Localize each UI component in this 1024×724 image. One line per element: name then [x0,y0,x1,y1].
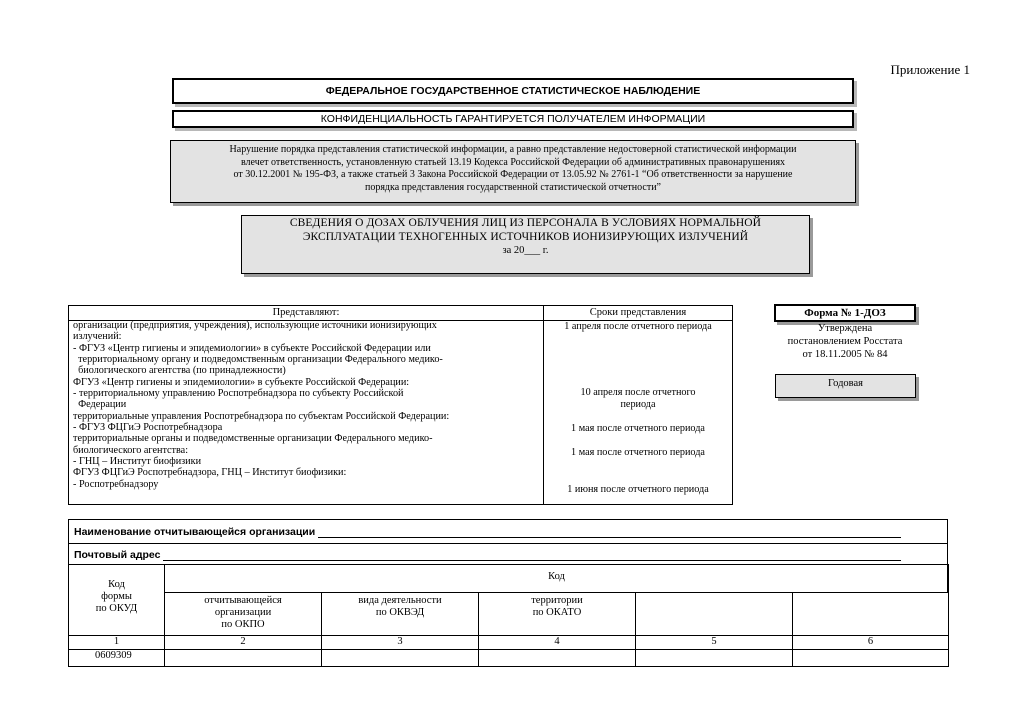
approval-line: Утверждена [817,323,873,334]
okato-code-field[interactable] [479,650,636,666]
okved-header [322,593,479,636]
submitter-line: территориальные органы и подведомственные организации Федерального медико- [73,433,433,445]
submitter-line: Федерации [73,399,127,411]
confidentiality-text: КОНФИДЕНЦИАЛЬНОСТЬ ГАРАНТИРУЕТСЯ ПОЛУЧАТЕЛЕМ ИНФОРМАЦИИ [320,113,706,125]
report-title-line: СВЕДЕНИЯ О ДОЗАХ ОБЛУЧЕНИЯ ЛИЦ ИЗ ПЕРСОНАЛА В УСЛОВИЯХ НОРМАЛЬНОЙ [289,217,762,229]
deadline-item: 1 мая после отчетного периода [571,447,705,458]
report-title-box [241,215,810,274]
okpo-header-line: отчитывающейся [204,595,282,606]
deadlines-header: Сроки представления [543,305,733,321]
okud-header-line: формы [101,591,132,602]
okud-header [69,565,165,636]
reporting-period: Годовая [775,374,916,398]
empty-header-6 [793,593,948,636]
appendix-label: Приложение 1 [890,62,970,77]
survey-title-text: ФЕДЕРАЛЬНОЕ ГОСУДАРСТВЕННОЕ СТАТИСТИЧЕСКОЕ НАБЛЮДЕНИЕ [325,85,701,97]
deadline-item: 1 мая после отчетного периода [571,423,705,434]
okpo-header [165,593,322,636]
submitter-line: территориальные управления Роспотребнадзора по субъектам Российской Федерации: [73,410,450,422]
column-number: 5 [636,636,793,650]
submitter-line: - ФГУЗ «Центр гигиены и эпидемиологии» в субъекте Российской Федерации или [73,342,431,354]
postal-address-label: Почтовый адрес [74,548,161,561]
okpo-code-field[interactable] [165,650,322,666]
deadline-item: 1 апреля после отчетного периода [564,321,712,332]
deadline-item: 10 апреля после отчетного [580,387,696,398]
submitter-line: - ФГУЗ ФЦГиЭ Роспотребнадзора [73,422,223,434]
code-field-5[interactable] [636,650,793,666]
okved-header-line: вида деятельности [358,595,442,606]
report-year: за 20___ г. [502,245,549,256]
column-number: 2 [165,636,322,650]
empty-header-5 [636,593,793,636]
approval-note [770,322,920,361]
organization-name-row [68,519,948,543]
code-field-6[interactable] [793,650,948,666]
okved-code-field[interactable] [322,650,479,666]
column-number: 6 [793,636,948,650]
violation-line: порядка представления государственной статистической отчетности” [364,181,661,193]
approval-line: от 18.11.2005 № 84 [802,349,888,360]
organization-name-label: Наименование отчитывающейся организации [74,525,316,538]
violation-notice [170,140,856,203]
postal-address-row [68,543,948,565]
column-number: 3 [322,636,479,650]
submitters-header: Представляют: [68,305,544,321]
okpo-header-line: по ОКПО [221,619,265,630]
submitter-line: биологического агентства: [73,444,189,456]
submitter-line: ФГУЗ «Центр гигиены и эпидемиологии» в субъекте Российской Федерации: [73,376,410,388]
okud-header-line: по ОКУД [95,603,138,614]
approval-line: постановлением Росстата [787,336,903,347]
okud-code-value: 0609309 [69,650,165,666]
submitter-line: - Роспотребнадзору [73,478,159,490]
okato-header-line: по ОКАТО [532,607,582,618]
report-title-line: ЭКСПЛУАТАЦИИ ТЕХНОГЕННЫХ ИСТОЧНИКОВ ИОНИЗИРУЮЩИХ ИЗЛУЧЕНИЙ [302,230,749,243]
confidentiality-banner [172,110,854,128]
violation-line: влечет ответственность, установленную статьей 13.19 Кодекса Российской Федерации об административных правонарушениях [240,156,786,168]
deadline-item: периода [620,399,656,410]
column-number: 1 [69,636,165,650]
submitter-line: - ГНЦ – Институт биофизики [73,456,202,468]
survey-title [172,78,854,104]
code-group-header: Код [165,565,948,593]
okud-header-line: Код [108,579,125,590]
violation-line: Нарушение порядка представления статистической информации, а равно представление недостоверной статистической информации [229,144,797,155]
postal-address-field[interactable] [163,549,901,561]
submitter-line: ФГУЗ ФЦГиЭ Роспотребнадзора, ГНЦ – Институт биофизики: [73,467,347,479]
violation-line: от 30.12.2001 № 195-ФЗ, а также статьей 3 Закона Российской Федерации от 13.05.92 № 2761-1 “Об ответственности за нарушение [233,169,793,181]
organization-name-field[interactable] [318,526,901,538]
okved-header-line: по ОКВЭД [375,607,425,618]
submitter-line: - территориальному управлению Роспотребнадзора по субъекту Российской [73,388,404,400]
submitter-line: территориальному органу и подведомственным организации Федерального медико- [73,354,443,366]
submitter-line: излучений: [73,331,122,343]
form-number: Форма № 1-ДОЗ [774,304,916,322]
submitters-list [68,320,544,505]
okato-header [479,593,636,636]
deadlines-list [543,320,733,505]
okpo-header-line: организации [214,607,272,618]
codes-table [68,564,949,667]
column-number: 4 [479,636,636,650]
submitter-line: организации (предприятия, учреждения), использующие источники ионизирующих [73,320,437,331]
submitter-line: биологического агентства (по принадлежности) [73,365,286,377]
deadline-item: 1 июня после отчетного периода [567,484,709,495]
okato-header-line: территории [531,595,583,606]
